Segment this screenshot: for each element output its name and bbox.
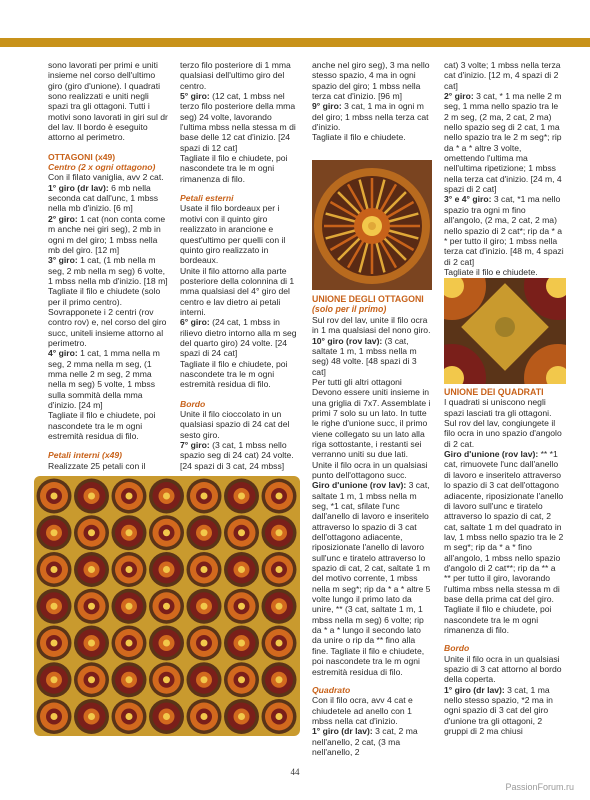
motif-center xyxy=(51,493,58,500)
round-instruction: 2° giro: 1 cat (non conta come m anche nei giri seg), 2 mb in ogni m del giro; 1 mbss nella mb del giro. [12 m] xyxy=(48,213,166,255)
motif-center xyxy=(126,676,133,683)
section-heading: Petali esterni xyxy=(180,193,234,204)
text-column-4-lower xyxy=(444,387,564,736)
paragraph: Tagliate il filo e chiudete, poi nascondete tra le m ogni estremità residua di filo. xyxy=(180,358,288,390)
paragraph: Realizzate 25 petali con il xyxy=(48,460,146,471)
paragraph: Con il filato vaniglia, avv 2 cat. xyxy=(48,172,164,183)
round-instruction: 1° giro (dr lav): 3 cat, 1 ma nello stesso spazio, *2 ma in ogni spazio di 3 cat del giro d'unione tra gli ottagoni, 2 gruppi di 2 ma chiusi xyxy=(444,684,553,737)
motif-center xyxy=(88,603,95,610)
page-number: 44 xyxy=(290,767,300,777)
paragraph: Tagliate il filo e chiudete, poi nascondete tra le m ogni rimanenza di filo. xyxy=(180,153,288,184)
paragraph: Tagliate il filo e chiudete (solo per il primo centro). xyxy=(48,286,161,307)
subsection-heading: Centro (2 x ogni ottagono) xyxy=(48,162,156,173)
paragraph: Unite il filo cioccolato in un qualsiasi spazio di 24 cat del sesto giro. xyxy=(180,409,290,440)
motif-center xyxy=(51,713,58,720)
paragraph: terzo filo posteriore di 1 mma qualsiasi dell'ultimo giro del centro. xyxy=(180,60,291,91)
motif-center xyxy=(51,529,58,536)
motif-center xyxy=(163,676,170,683)
motif-center xyxy=(88,713,95,720)
motif-center xyxy=(88,566,95,573)
blanket-illustration xyxy=(30,472,304,740)
motif-center xyxy=(126,529,133,536)
paragraph: cat) 3 volte; 1 mbss nella terza cat d'inizio. [12 m, 4 spazi di 2 cat] xyxy=(444,60,561,91)
motif-center xyxy=(201,640,208,647)
motif-center xyxy=(51,603,58,610)
motif-center xyxy=(88,493,95,500)
paragraph: I quadrati si uniscono negli spazi lasciati tra gli ottagoni. xyxy=(444,397,552,418)
motif-center xyxy=(276,493,283,500)
top-banner xyxy=(0,0,590,48)
round-instruction: 1° giro (dr lav): 3 cat, 2 ma nell'anello, 2 cat, (3 ma nell'anello, 2 xyxy=(312,726,418,757)
section-heading: Quadrato xyxy=(312,684,351,695)
motif-center xyxy=(238,566,245,573)
section-heading: Bordo xyxy=(444,643,470,654)
motif-center xyxy=(201,493,208,500)
motif-center xyxy=(201,713,208,720)
motif-center xyxy=(88,640,95,647)
round-instruction: 7° giro: (3 cat, 1 mbss nello spazio seg di 24 cat) 24 volte. [24 spazi di 3 cat, 24 mbss] xyxy=(180,440,294,471)
round-instruction: 3° giro: 1 cat, (1 mb nella m seg, 2 mb nella m seg) 6 volte, 1 mbss nella mb d'inizio. [18 m] xyxy=(48,255,168,286)
section-heading: Bordo xyxy=(180,398,206,409)
motif-center xyxy=(238,713,245,720)
paragraph: Sovrapponete i 2 centri (rov contro rov) e, nel corso del giro succ, uniteli insieme attorno al perimetro. xyxy=(48,306,167,348)
motif-center xyxy=(201,566,208,573)
motif-center xyxy=(126,493,133,500)
paragraph: Tagliate il filo e chiudete, poi nascondete tra le m ogni rimanenza di filo. xyxy=(444,604,552,635)
round-instruction: 4° giro: 1 cat, 1 mma nella m seg, 2 mma nella m seg, (1 mma nelle 2 m seg, 2 mma nella m seg) 5 volte, 1 mbss sulla sommità della mma d'inizio. [24 m] xyxy=(48,348,160,410)
motif-center xyxy=(238,529,245,536)
paragraph: Usate il filo bordeaux per i motivi con il quinto giro realizzato in arancione e quest'ultimo per quelli con il quinto giro realizzato in bordeaux. xyxy=(180,203,286,266)
paragraph: sono lavorati per primi e uniti insieme nel corso dell'ultimo giro (giro d'unione). I quadrati sono realizzati e uniti negli spazi tra gli ottagoni. Tutti i motivi sono lavorati in giri sul dr del lav. Il bordo è eseguito attorno al perimetro. xyxy=(48,60,168,143)
motif-center xyxy=(238,676,245,683)
octagon-closeup-photo xyxy=(312,160,432,290)
round-instruction: 1° giro (dr lav): 6 mb nella seconda cat dall'unc, 1 mbss nella mb d'inizio. [6 m] xyxy=(48,182,159,214)
motif-center xyxy=(276,676,283,683)
motif-center xyxy=(201,676,208,683)
section-heading: OTTAGONI (x49) xyxy=(48,151,116,162)
paragraph: Per tutti gli altri ottagoni xyxy=(312,376,402,387)
round-instruction: Giro d'unione (rov lav): 3 cat, saltate 1 m, 1 mbss nella m seg, *1 cat, sfilate l'unc dall'anello di lavoro e inseritelo attraverso lo spazio di 3 cat dell'ottagono adiacente, riposizionate l'anello di lavoro sull'unc e tiratelo attraverso lo spazio di cat, 2 cat, saltate 1 m del motivo corrente, 1 mbss nella m seg*; rip da * a * altre 5 volte lungo il primo lato da unire, ** (3 cat, saltate 1 m, 1 mbss nella m seg) 6 volte; rip da * a * lungo il secondo lato da unire o rip da ** fino alla fine. Tagliate il filo e chiudete, poi nascondete tra le m ogni estremità residua di filo. xyxy=(312,480,431,677)
motif-center xyxy=(276,603,283,610)
text-column-3 xyxy=(312,60,432,143)
text-column-1 xyxy=(48,60,168,492)
square-closeup-photo xyxy=(444,278,566,384)
round-instruction: 3° e 4° giro: 3 cat, *1 ma nello spazio tra ogni m fino all'angolo, (2 ma, 2 cat, 2 ma) nello spazio di 2 cat*; rip da * a * per tutto il giro; 1 mbss nella terza cat d'inizio. [48 m, 4 spazi di 2 cat] xyxy=(444,194,564,267)
paragraph: Devono essere uniti insieme in una griglia di 7x7. Assemblate i primi 7 solo su un lato. In tutte le righe d'unione succ, il primo viene collegato su un lato alla riga sottostante, i restanti sei verranno uniti su due lati. xyxy=(312,387,431,460)
motif-center xyxy=(163,713,170,720)
motif-center xyxy=(51,566,58,573)
round-instruction: 9° giro: 3 cat, 1 ma in ogni m del giro; 1 mbss nella terza cat d'inizio. xyxy=(312,101,429,133)
top-color-band xyxy=(0,38,590,47)
paragraph: anche nel giro seg), 3 ma nello stesso spazio, 4 ma in ogni spazio del giro; 1 mbss nella terza cat d'inizio. [96 m] xyxy=(312,60,430,102)
text-column-4 xyxy=(444,60,564,277)
motif-center xyxy=(238,603,245,610)
paragraph: Unite il filo ocra in un qualsiasi spazio di 3 cat attorno al bordo della coperta. xyxy=(444,653,562,685)
round-instruction: 2° giro: 3 cat, * 1 ma nelle 2 m seg, 1 mma nello spazio tra le 2 m seg, (2 ma, 2 cat, 2 ma) nello spazio seg di 2 cat, 1 ma nello spazio tra le 2 m seg*; rip da * a * altre 3 volte, omettendo l'ultima ma nell'ultima ripetizione; 1 mbss nella terza cat d'inizio. [24 m, 4 spazi di 2 cat] xyxy=(444,91,562,195)
blanket-photo xyxy=(30,472,304,740)
motif-center xyxy=(238,640,245,647)
text-column-3-lower xyxy=(312,294,432,757)
octagon-closeup-illustration xyxy=(312,160,432,290)
square-closeup-illustration xyxy=(444,278,566,384)
round-instruction: 5° giro: (12 cat, 1 mbss nel terzo filo posteriore della mma seg) 24 volte, lavorando l'ultima mbss nella stessa m di base delle 12 cat d'inizio. [24 spazi di 12 cat] xyxy=(180,91,296,153)
paragraph: Unite il filo ocra in un qualsiasi punto dell'ottagono succ. xyxy=(312,459,428,480)
motif-center xyxy=(126,566,133,573)
motif-center xyxy=(201,603,208,610)
paragraph: Tagliate il filo e chiudete. xyxy=(312,132,406,143)
paragraph: Sul rov del lav, unite il filo ocra in 1 ma qualsiasi del nono giro. xyxy=(312,314,431,336)
motif-center xyxy=(276,640,283,647)
section-caption: UNIONE DEGLI OTTAGONI xyxy=(312,294,424,304)
motif-center xyxy=(276,713,283,720)
motif-center xyxy=(163,566,170,573)
paragraph: Unite il filo attorno alla parte posteriore della colonnina di 1 mma qualsiasi del 4° giro del centro e lav dietro ai petali interni. xyxy=(180,265,295,317)
motif-center xyxy=(126,713,133,720)
motif-center xyxy=(51,676,58,683)
motif-center xyxy=(276,566,283,573)
motif-center xyxy=(88,529,95,536)
motif-center xyxy=(51,640,58,647)
motif-center xyxy=(238,493,245,500)
watermark: PassionForum.ru xyxy=(505,782,574,792)
paragraph: Sul rov del lav, congiungete il filo ocra in uno spazio d'angolo di 2 cat. xyxy=(444,418,562,449)
section-caption: UNIONE DEI QUADRATI xyxy=(444,387,544,397)
motif-center xyxy=(88,676,95,683)
round-instruction: Giro d'unione (rov lav): ** *1 cat, rimuovete l'unc dall'anello di lavoro e inseritelo attraverso lo spazio di 3 cat dell'ottagono adiacente, riposizionate l'anello di lavoro sull'unc e tiratelo attraverso lo spazio di cat, 2 cat, saltate 1 m del quadrato in lav, 1 mbss nello spazio tra le 2 m seg*; rip da * a * fino all'angolo, 1 mbss nello spazio d'angolo di 2 cat**; rip da ** a ** per tutto il giro, lavorando l'ultima mbss nella stessa m di base della prima cat del giro. xyxy=(444,449,564,604)
paragraph: Tagliate il filo e chiudete. xyxy=(444,266,538,277)
motif-center xyxy=(276,529,283,536)
round-instruction: 6° giro: (24 cat, 1 mbss in rilievo dietro intorno alla m seg del quarto giro) 24 volte. [24 spazi di 24 cat] xyxy=(180,317,297,359)
section-caption-sub: (solo per il primo) xyxy=(312,304,387,315)
motif-center xyxy=(163,603,170,610)
motif-center xyxy=(163,493,170,500)
round-instruction: 10° giro (rov lav): (3 cat, saltate 1 m, 1 mbss nella m seg) 48 volte. [48 spazi di 3 cat] xyxy=(312,335,417,377)
paragraph: Tagliate il filo e chiudete, poi nascondete tra le m ogni estremità residua di filo. xyxy=(48,410,156,442)
motif-center xyxy=(201,529,208,536)
paragraph: Con il filo ocra, avv 4 cat e chiudetele ad anello con 1 mbss nella cat d'inizio. xyxy=(312,695,413,726)
text-column-2 xyxy=(180,60,300,502)
motif-center xyxy=(163,529,170,536)
motif-center xyxy=(126,603,133,610)
section-heading: Petali interni (x49) xyxy=(48,450,123,461)
motif-center xyxy=(126,640,133,647)
motif-center xyxy=(163,640,170,647)
